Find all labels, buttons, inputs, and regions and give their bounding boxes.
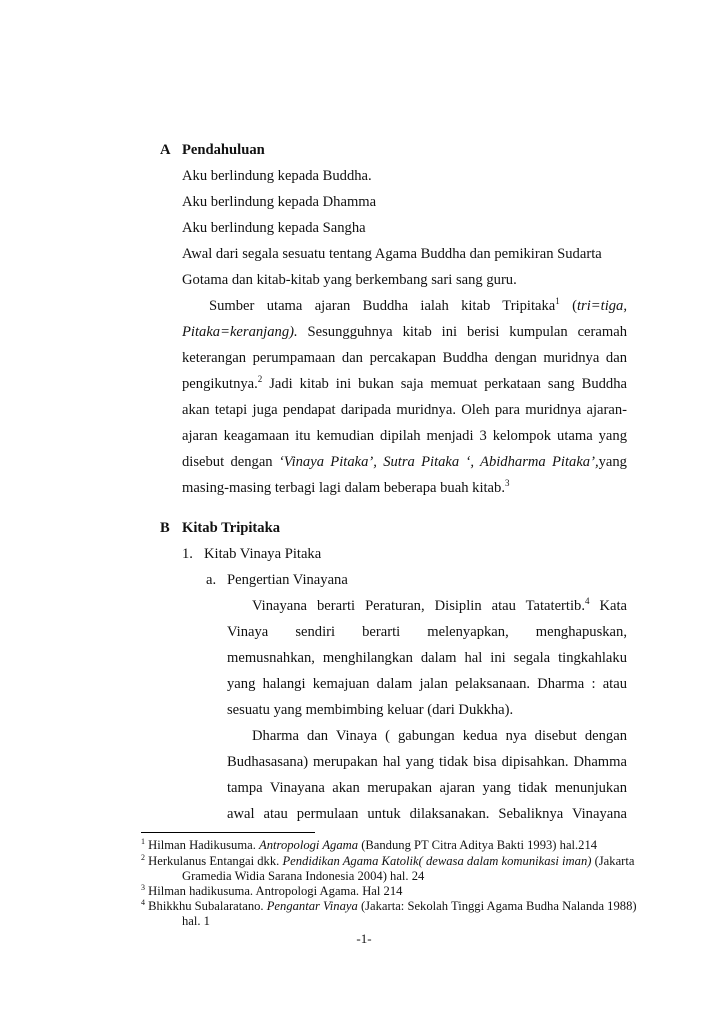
footnote-2-continuation: Gramedia Widia Sarana Indonesia 2004) hal. 24: [182, 869, 425, 883]
paragraph-line: ajaran keagamaan itu kemudian dipilah menjadi 3 kelompok utama yang: [182, 428, 627, 444]
paragraph-line: Vinaya sendiri berarti melenyapkan, menghapuskan,: [227, 624, 627, 640]
paragraph-line: sesuatu yang membimbing keluar (dari Dukkha).: [227, 702, 514, 718]
paragraph-line: Vinayana berarti Peraturan, Disiplin atau Tatatertib.$^4$ Kata: [252, 596, 627, 614]
body-line: Aku berlindung kepada Dhamma: [182, 194, 377, 210]
footnote-3: $^3$ Hilman hadikusuma. Antropologi Agama. Hal 214: [141, 882, 403, 898]
paragraph-line: Pitaka=keranjang). Sesungguhnya kitab ini berisi kumpulan ceramah: [182, 324, 627, 340]
section-letter: A: [160, 142, 171, 158]
footnote-2: $^2$ Herkulanus Entangai dkk. Pendidikan Agama Katolik( dewasa dalam komunikasi iman) (Jakarta: [141, 852, 635, 868]
footnote-1: $^1$ Hilman Hadikusuma. Antropologi Agama (Bandung PT Citra Aditya Bakti 1993) hal.214: [141, 836, 598, 852]
body-line: Awal dari segala sesuatu tentang Agama Buddha dan pemikiran Sudarta: [182, 246, 602, 262]
page-number: -1-: [356, 931, 372, 946]
paragraph-line: akan tetapi juga pendapat daripada muridnya. Oleh para muridnya ajaran-: [182, 402, 627, 418]
paragraph-line: awal atau permulaan untuk dilaksanakan. Sebaliknya Vinayana: [227, 806, 627, 822]
paragraph-line: yang halangi kemajuan dalam jalan pelaksanaan. Dharma : atau: [227, 676, 627, 692]
section-title: Kitab Tripitaka: [182, 520, 280, 536]
paragraph-line: disebut dengan ‘Vinaya Pitaka’, Sutra Pitaka ‘, Abidharma Pitaka’,yang: [182, 454, 627, 470]
footnote-ref: 3: [504, 478, 510, 489]
paragraph-line: Dharma dan Vinaya ( gabungan kedua nya disebut dengan: [252, 728, 627, 744]
paragraph-line: masing-masing terbagi lagi dalam beberapa buah kitab.$^3$: [182, 478, 510, 496]
footnote-ref: 4: [584, 596, 590, 607]
body-line: Aku berlindung kepada Sangha: [182, 220, 366, 236]
paragraph-line: pengikutnya.$^2$ Jadi kitab ini bukan saja memuat perkataan sang Buddha: [182, 374, 627, 392]
footnote-separator: [141, 832, 315, 833]
list-item: 1. Kitab Vinaya Pitaka: [182, 546, 322, 562]
body-line: Aku berlindung kepada Buddha.: [182, 168, 372, 184]
footnote-ref: 1: [555, 296, 560, 307]
section-title: Pendahuluan: [182, 142, 265, 158]
footnote-4: $^4$ Bhikkhu Subalaratano. Pengantar Vinaya (Jakarta: Sekolah Tinggi Agama Budha Nalanda 1988): [141, 897, 637, 913]
sub-list-item: a. Pengertian Vinayana: [206, 572, 348, 588]
paragraph-line: tampa Vinayana akan merupakan ajaran yang tidak menunjukan: [227, 780, 627, 796]
paragraph-line: memusnahkan, menghilangkan dalam hal ini segala tingkahlaku: [227, 650, 627, 666]
section-letter: B: [160, 520, 170, 536]
footnote-ref: 2: [257, 374, 263, 385]
paragraph-line: Budhasasana) merupakan hal yang tidak bisa dipisahkan. Dhamma: [227, 754, 627, 770]
section-a-heading: [160, 141, 265, 159]
section-b-heading: [160, 519, 280, 537]
body-line: Gotama dan kitab-kitab yang berkembang sari sang guru.: [182, 272, 517, 288]
paragraph-line: Sumber utama ajaran Buddha ialah kitab Tripitaka$^1$ (tri=tiga,: [209, 296, 627, 314]
footnote-4-continuation: hal. 1: [182, 914, 210, 928]
paragraph-line: keterangan perumpamaan dan percakapan Buddha dengan muridnya dan: [182, 350, 627, 366]
